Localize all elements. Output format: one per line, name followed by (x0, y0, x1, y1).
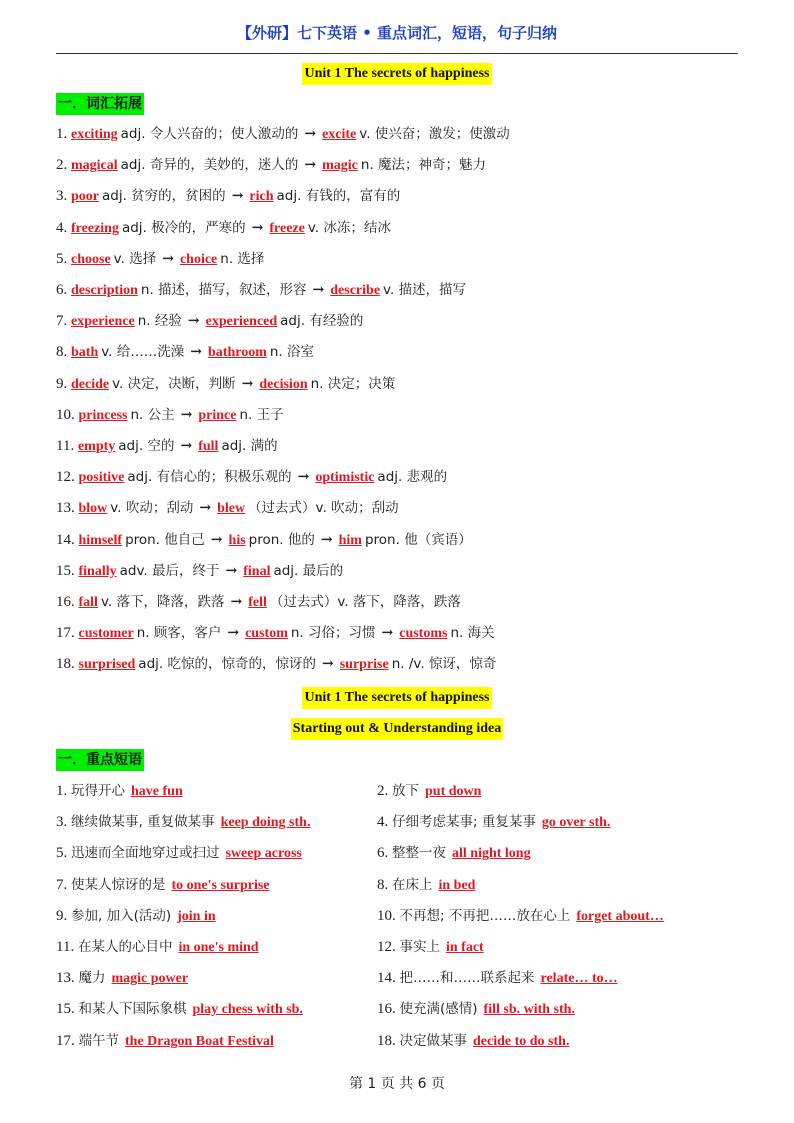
definition: adv. 最后，终于 (119, 562, 220, 579)
answer-word: final (243, 563, 271, 579)
item-number: 4. (377, 814, 392, 831)
phrase-meaning: 参加, 加入(活动) (71, 907, 172, 924)
phrase-item (56, 812, 313, 833)
header-divider (56, 53, 738, 54)
section-subtitle (0, 717, 794, 741)
phrase-answer: join in (177, 908, 216, 924)
definition: n. 描述，描写，叙述，形容 (140, 282, 307, 298)
phrase-item (377, 1031, 572, 1052)
phrase-answer: decide to do sth. (473, 1033, 570, 1049)
definition: v. 给……洗澡 (101, 344, 185, 361)
definition: n. /v. 惊讶，惊奇 (391, 656, 497, 673)
phrase-item (56, 843, 305, 864)
phrase-answer: go over sth. (541, 815, 611, 831)
arrow-icon: → (297, 469, 310, 486)
answer-word: decide (71, 376, 110, 392)
item-number: 14. (56, 531, 79, 548)
answer-word: his (228, 532, 246, 548)
item-number: 11. (56, 939, 78, 955)
item-number: 11. (56, 438, 78, 454)
vocab-item (56, 467, 756, 488)
definition: n. 顾客，客户 (136, 625, 222, 642)
definition: adj. 极冷的，严寒的 (121, 219, 246, 236)
item-number: 6. (377, 845, 392, 862)
item-number: 10. (56, 406, 79, 423)
unit-title-text: Unit 1 The secrets of happiness (302, 63, 491, 85)
vocab-item (56, 311, 756, 332)
vocab-section-heading: 一．词汇拓展 (56, 93, 144, 115)
definition: n. 公主 (130, 406, 175, 423)
phrase-answer: to one's surprise (171, 877, 270, 893)
vocab-item (56, 155, 756, 176)
definition: pron. 他（宾语） (364, 531, 472, 548)
phrase-meaning: 决定做某事 (399, 1032, 467, 1049)
phrase-answer: keep doing sth. (220, 815, 311, 831)
arrow-icon: → (210, 531, 223, 548)
vocab-item (56, 342, 756, 363)
vocab-item (56, 249, 756, 270)
phrase-item (56, 781, 186, 802)
vocab-item (56, 405, 756, 426)
definition: n. 选择 (220, 250, 265, 267)
vocab-item (56, 280, 756, 301)
item-number: 13. (56, 970, 79, 987)
answer-word: empty (77, 439, 116, 454)
definition: v. 使兴奋；激发；使激动 (359, 126, 510, 142)
item-number: 3. (56, 814, 71, 831)
phrase-answer: in one's mind (178, 940, 259, 955)
answer-word: blow (78, 501, 108, 517)
arrow-icon: → (251, 219, 264, 236)
item-number: 8. (56, 344, 71, 361)
answer-word: choice (179, 251, 218, 267)
phrase-meaning: 放下 (392, 783, 419, 799)
vocab-item (56, 218, 756, 239)
definition: v. 吹动；刮动 (110, 500, 194, 517)
phrase-meaning: 使充满(感情) (399, 1001, 478, 1018)
answer-word: customs (399, 626, 448, 642)
definition: adj. 最后的 (273, 562, 344, 579)
phrase-item (56, 999, 306, 1020)
phrase-answer: magic power (111, 971, 189, 987)
definition: adj. 悲观的 (377, 469, 448, 486)
definition: pron. 他自己 (125, 531, 205, 548)
definition: adj. 贫穷的，贫困的 (102, 188, 226, 205)
arrow-icon: → (304, 126, 317, 142)
page-footer: 第 1 页 共 6 页 (348, 1076, 446, 1092)
answer-word: prince (198, 407, 237, 423)
phrase-item (377, 875, 478, 896)
arrow-icon: → (190, 344, 202, 361)
item-number: 18. (56, 656, 79, 673)
vocab-item (56, 623, 756, 644)
phrase-answer: relate… to… (540, 971, 618, 987)
arrow-icon: → (231, 188, 244, 205)
arrow-icon: → (187, 313, 200, 330)
phrase-answer: put down (425, 784, 482, 799)
definition: v. 描述，描写 (383, 282, 467, 298)
item-number: 17. (56, 1032, 79, 1049)
vocab-item (56, 592, 756, 613)
definition: pron. 他的 (248, 531, 315, 548)
answer-word: bathroom (208, 345, 267, 361)
phrase-meaning: 迅速而全面地穿过或扫过 (71, 845, 220, 862)
arrow-icon: → (180, 438, 193, 454)
item-number: 17. (56, 625, 79, 642)
definition: v. 落下，降落，跌落 (100, 594, 225, 610)
phrase-item (56, 906, 219, 927)
definition: v. 选择 (113, 250, 157, 267)
answer-word: rich (249, 189, 274, 205)
item-number: 4. (56, 219, 71, 236)
section-subtitle-text: Starting out & Understanding idea (291, 718, 503, 740)
item-number: 8. (377, 876, 392, 893)
arrow-icon: → (180, 406, 193, 423)
definition: v. 决定，决断，判断 (112, 375, 236, 392)
item-number: 9. (56, 375, 71, 392)
page-header: 【外研】七下英语 • 重点词汇，短语，句子归纳 (236, 24, 558, 42)
vocab-item (56, 186, 756, 207)
arrow-icon: → (304, 157, 317, 174)
answer-word: magic (322, 158, 358, 174)
arrow-icon: → (381, 625, 394, 642)
item-number: 7. (56, 876, 71, 893)
phrase-item (56, 1031, 277, 1052)
definition: adj. 有信心的；积极乐观的 (127, 469, 292, 486)
arrow-icon: → (230, 594, 243, 610)
item-number: 2. (377, 783, 392, 799)
phrase-meaning: 魔力 (78, 970, 106, 987)
vocab-item (56, 374, 756, 395)
answer-word: surprise (339, 657, 389, 673)
phrase-meaning: 和某人下国际象棋 (78, 1001, 187, 1018)
answer-word: poor (71, 189, 99, 205)
item-number: 9. (56, 907, 71, 924)
vocab-item (56, 436, 756, 457)
answer-word: blew (217, 501, 246, 517)
definition: n. 经验 (137, 313, 182, 330)
answer-word: himself (78, 532, 123, 548)
vocab-item (56, 124, 756, 145)
phrase-meaning: 仔细考虑某事; 重复某事 (392, 814, 536, 831)
answer-word: customer (78, 626, 134, 642)
item-number: 10. (377, 907, 400, 924)
phrase-meaning: 继续做某事, 重复做某事 (71, 814, 215, 831)
item-number: 18. (377, 1032, 400, 1049)
answer-word: full (198, 439, 219, 454)
arrow-icon: → (321, 656, 334, 673)
item-number: 3. (56, 188, 71, 205)
definition: adj. 满的 (221, 438, 278, 454)
item-number: 15. (56, 1001, 79, 1018)
phrase-item (377, 937, 487, 958)
phrase-item (377, 906, 667, 927)
answer-word: experience (71, 314, 135, 330)
definition: v. 冰冻；结冰 (307, 219, 391, 236)
answer-word: freeze (269, 220, 305, 236)
phrase-meaning: 玩得开心 (71, 783, 125, 799)
definition: n. 习俗；习惯 (290, 625, 376, 642)
answer-word: experienced (205, 314, 278, 330)
phrase-meaning: 把……和……联系起来 (399, 970, 535, 987)
item-number: 14. (377, 970, 400, 987)
answer-word: fall (78, 595, 98, 610)
item-number: 7. (56, 313, 71, 330)
phrase-meaning: 端午节 (78, 1032, 119, 1049)
phrase-item (377, 781, 484, 802)
answer-word: him (338, 532, 362, 548)
unit-title-2 (0, 686, 794, 710)
answer-word: choose (71, 251, 111, 267)
definition: adj. 有钱的，富有的 (276, 188, 401, 205)
phrase-meaning: 在床上 (392, 876, 433, 893)
item-number: 15. (56, 562, 79, 579)
answer-word: exciting (71, 127, 118, 142)
answer-word: positive (78, 470, 125, 486)
phrase-item (377, 968, 621, 989)
phrase-meaning: 使某人惊讶的是 (71, 876, 166, 893)
answer-word: describe (330, 283, 381, 298)
item-number: 1. (56, 126, 71, 142)
answer-word: princess (78, 407, 128, 423)
phrase-meaning: 整整一夜 (392, 845, 446, 862)
answer-word: excite (322, 127, 357, 142)
unit-title (0, 62, 794, 86)
answer-word: description (71, 283, 138, 298)
phrase-meaning: 不再想; 不再把……放在心上 (399, 907, 571, 924)
phrase-answer: all night long (452, 846, 531, 862)
phrase-meaning: 在某人的心目中 (77, 939, 173, 955)
definition: （过去式）v. 落下，降落，跌落 (269, 594, 461, 610)
definition: （过去式）v. 吹动；刮动 (248, 500, 399, 517)
item-number: 13. (56, 500, 79, 517)
arrow-icon: → (241, 375, 254, 392)
definition: adj. 奇异的，美妙的，迷人的 (120, 157, 299, 174)
answer-word: freezing (71, 220, 119, 236)
answer-word: decision (259, 376, 308, 392)
phrase-answer: in bed (438, 877, 476, 893)
item-number: 6. (56, 282, 71, 298)
phrase-answer: forget about… (576, 908, 664, 924)
item-number: 12. (56, 469, 79, 486)
phrase-answer: play chess with sb. (192, 1002, 303, 1018)
arrow-icon: → (199, 500, 212, 517)
answer-word: surprised (78, 657, 136, 673)
definition: n. 决定；决策 (310, 375, 396, 392)
arrow-icon: → (225, 562, 238, 579)
definition: adj. 吃惊的，惊奇的，惊讶的 (138, 656, 316, 673)
definition: n. 魔法；神奇；魅力 (360, 157, 486, 174)
phrase-answer: in fact (446, 940, 484, 955)
phrase-item (56, 937, 262, 958)
item-number: 1. (56, 783, 71, 799)
answer-word: custom (245, 626, 288, 642)
phrase-item (377, 999, 578, 1020)
phrase-item (377, 843, 534, 864)
item-number: 5. (56, 845, 71, 862)
answer-word: magical (71, 158, 118, 174)
answer-word: optimistic (315, 470, 375, 486)
phrase-answer: fill sb. with sth. (483, 1002, 575, 1018)
phrase-meaning: 事实上 (399, 939, 440, 955)
answer-word: fell (248, 595, 267, 610)
definition: adj. 空的 (118, 438, 175, 454)
item-number: 16. (56, 594, 79, 610)
vocab-item (56, 530, 756, 551)
arrow-icon: → (227, 625, 240, 642)
phrase-section-heading: 一．重点短语 (56, 749, 144, 771)
item-number: 2. (56, 157, 71, 174)
phrase-item (56, 875, 273, 896)
item-number: 12. (377, 939, 400, 955)
phrase-item (377, 812, 613, 833)
phrase-answer: have fun (131, 784, 183, 799)
phrase-answer: the Dragon Boat Festival (125, 1033, 274, 1049)
definition: n. 王子 (239, 406, 284, 423)
vocab-item (56, 498, 756, 519)
definition: n. 浴室 (269, 344, 314, 361)
definition: n. 海关 (450, 625, 495, 642)
vocab-item (56, 654, 756, 675)
answer-word: bath (71, 345, 99, 361)
definition: adj. 有经验的 (280, 313, 364, 330)
answer-word: finally (78, 563, 117, 579)
arrow-icon: → (162, 250, 174, 267)
arrow-icon: → (312, 282, 325, 298)
item-number: 16. (377, 1001, 400, 1018)
item-number: 5. (56, 250, 71, 267)
unit-title-2-text: Unit 1 The secrets of happiness (302, 687, 491, 709)
definition: adj. 令人兴奋的；使人激动的 (120, 126, 299, 142)
vocab-item (56, 561, 756, 582)
phrase-item (56, 968, 191, 989)
arrow-icon: → (320, 531, 333, 548)
phrase-answer: sweep across (225, 846, 302, 862)
